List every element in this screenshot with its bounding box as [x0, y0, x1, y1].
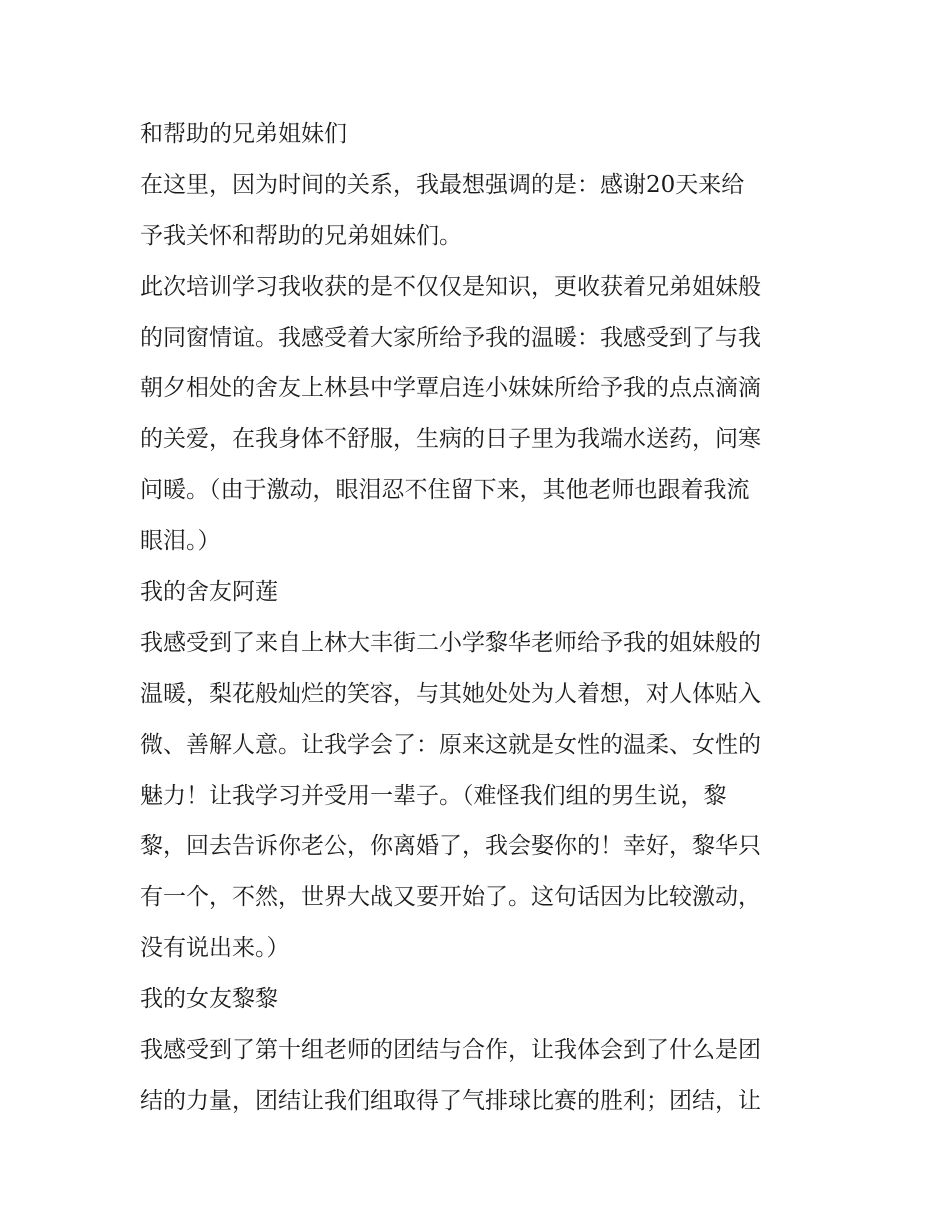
text-line: 的同窗情谊。我感受着大家所给予我的温暖：我感受到了与我	[140, 324, 761, 351]
text-line: 我感受到了来自上林大丰街二小学黎华老师给予我的姐妹般的	[140, 629, 761, 656]
text-line: 结的力量，团结让我们组取得了气排球比赛的胜利；团结，让	[140, 1087, 761, 1114]
document-body	[140, 109, 830, 1127]
text-line: 眼泪。）	[140, 528, 221, 555]
text-line: 在这里，因为时间的关系，我最想强调的是：感谢20天来给	[140, 171, 745, 198]
text-line: 我的女友黎黎	[140, 986, 278, 1013]
text-line: 的关爱，在我身体不舒服，生病的日子里为我端水送药，问寒	[140, 426, 761, 453]
text-line: 没有说出来。）	[140, 935, 290, 962]
text-line: 和帮助的兄弟姐妹们	[140, 121, 347, 147]
text-line: 我感受到了第十组老师的团结与合作，让我体会到了什么是团	[140, 1037, 761, 1064]
text-line: 我的舍友阿莲	[140, 579, 278, 606]
text-line: 黎，回去告诉你老公，你离婚了，我会娶你的！幸好，黎华只	[140, 833, 761, 860]
text-line: 魅力！让我学习并受用一辈子。（难怪我们组的男生说，黎	[140, 782, 727, 809]
text-line: 此次培训学习我收获的是不仅仅是知识，更收获着兄弟姐妹般	[140, 273, 761, 300]
text-line: 温暖，梨花般灿烂的笑容，与其她处处为人着想，对人体贴入	[140, 680, 761, 707]
text-line: 微、善解人意。让我学会了：原来这就是女性的温柔、女性的	[140, 731, 761, 758]
text-line: 予我关怀和帮助的兄弟姐妹们。	[140, 222, 462, 249]
text-line: 有一个，不然，世界大战又要开始了。这句话因为比较激动，	[140, 884, 761, 911]
text-line: 问暖。（由于激动，眼泪忍不住留下来，其他老师也跟着我流	[140, 477, 750, 504]
text-line: 朝夕相处的舍友上林县中学覃启连小妹妹所给予我的点点滴滴	[140, 375, 761, 402]
